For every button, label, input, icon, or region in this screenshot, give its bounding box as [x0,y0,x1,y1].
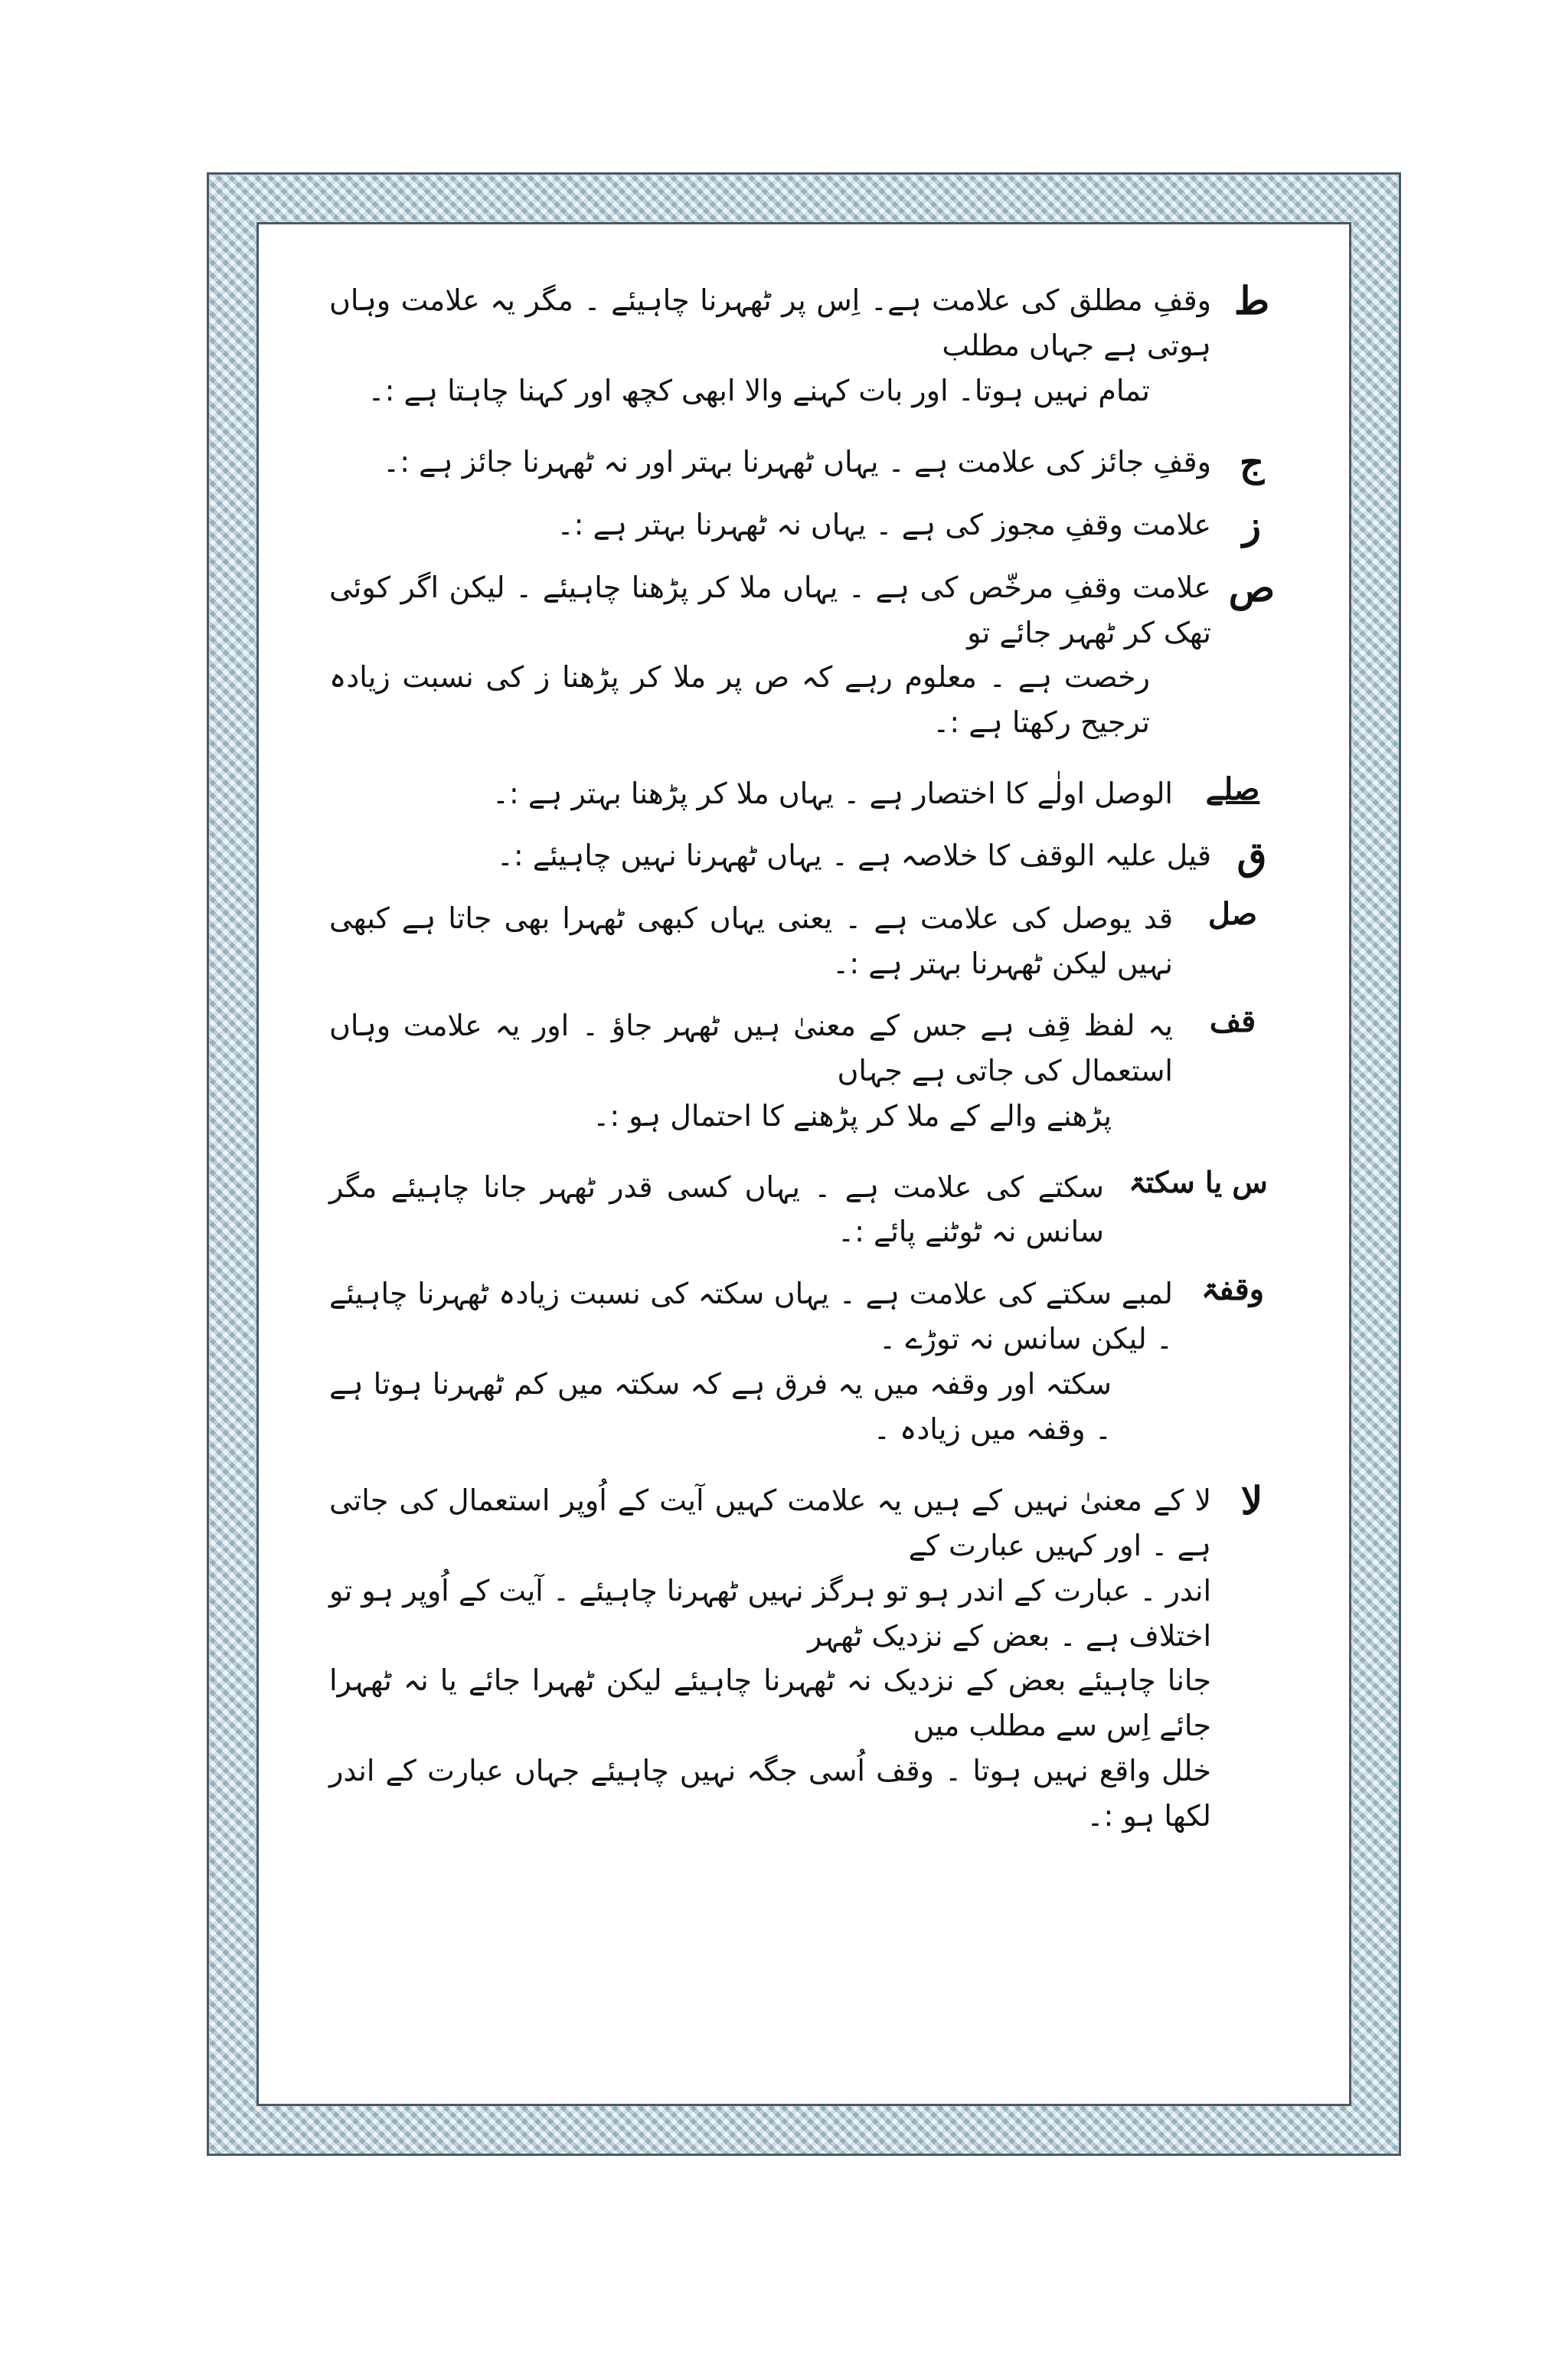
entry-symbol: ط [1233,278,1270,323]
entry-line: تمام نہیں ہوتا۔ اور بات کہنے والا ابھی کچھ اور کہنا چاہتا ہے :۔ [368,373,1150,407]
entry-line: علامت وقفِ مجوز کی ہے ۔ یہاں نہ ٹھہرنا بہتر ہے :۔ [557,507,1211,541]
entry-line: جانا چاہیئے بعض کے نزدیک نہ ٹھہرنا چاہیئے لیکن ٹھہرا جائے یا نہ ٹھہرا جائے اِس سے مطلب میں [329,1663,1211,1743]
entry-symbol: ق [1236,833,1267,879]
entry-symbol: لا [1240,1477,1263,1523]
entry-jeem [329,440,1279,486]
entry-line: وقفِ جائز کی علامت ہے ۔ یہاں ٹھہرنا بہتر اور نہ ٹھہرنا جائز ہے :۔ [382,444,1211,479]
entry-line: سکتہ اور وقفہ میں یہ فرق ہے کہ سکتہ میں کم ٹھہرنا ہوتا ہے ۔ وقفہ میں زیادہ ۔ [329,1367,1112,1447]
entry-laa [329,1478,1279,1839]
entry-line: قیل علیہ الوقف کا خلاصہ ہے ۔ یہاں ٹھہرنا نہیں چاہیئے :۔ [496,839,1211,873]
entry-taa [329,278,1279,414]
decorative-border-frame [207,172,1401,2156]
entry-saad [329,565,1279,746]
entry-qaaf [329,833,1279,879]
entry-sale [329,771,1279,816]
entry-symbol: س یا سکتۃ [1129,1164,1268,1199]
entry-symbol: ز [1242,502,1262,548]
entry-line: پڑھنے والے کے ملا کر پڑھنے کا احتمال ہو :۔ [593,1098,1112,1133]
waqf-signs-list [329,278,1279,2058]
entry-waqfah [329,1271,1279,1452]
entry-line: لا کے معنیٰ نہیں کے ہیں یہ علامت کہیں آیت کے اُوپر استعمال کی جاتی ہے ۔ اور کہیں عبارت کے [329,1483,1211,1562]
entry-symbol: قف [1209,1003,1256,1039]
entry-line: لمبے سکتے کی علامت ہے ۔ یہاں سکتہ کی نسبت زیادہ ٹھہرنا چاہیئے ۔ لیکن سانس نہ توڑے ۔ [329,1277,1173,1356]
entry-line: قد یوصل کی علامت ہے ۔ یعنی یہاں کبھی ٹھہرا بھی جاتا ہے کبھی نہیں لیکن ٹھہرنا بہتر ہے :۔ [329,901,1173,981]
entry-line: سکتے کی علامت ہے ۔ یہاں کسی قدر ٹھہر جانا چاہیئے مگر سانس نہ ٹوٹنے پائے :۔ [329,1169,1104,1249]
entry-symbol: صل [1207,896,1258,933]
entry-symbol: ج [1239,439,1265,485]
entry-symbol: وقفۃ [1200,1271,1265,1308]
entry-zaa [329,502,1279,548]
entry-saktah [329,1165,1279,1255]
entry-line: الوصل اولٰے کا اختصار ہے ۔ یہاں ملا کر پڑھنا بہتر ہے :۔ [492,777,1173,811]
entry-line: وقفِ مطلق کی علامت ہے۔ اِس پر ٹھہرنا چاہیئے ۔ مگر یہ علامت وہاں ہوتی ہے جہاں مطلب [329,283,1211,362]
entry-line: اندر ۔ عبارت کے اندر ہو تو ہرگز نہیں ٹھہرنا چاہیئے ۔ آیت کے اُوپر ہو تو اختلاف ہے ۔ بعض کے نزدیک ٹھہر [329,1573,1211,1653]
entry-line: یہ لفظ قِف ہے جس کے معنیٰ ہیں ٹھہر جاؤ ۔ اور یہ علامت وہاں استعمال کی جاتی ہے جہاں [329,1008,1173,1088]
entry-line: رخصت ہے ۔ معلوم رہے کہ ص پر ملا کر پڑھنا ز کی نسبت زیادہ ترجیح رکھتا ہے :۔ [329,660,1150,740]
entry-symbol: صلے [1205,771,1260,808]
entry-sal [329,896,1279,986]
text-panel [256,222,1351,2106]
entry-line: خلل واقع نہیں ہوتا ۔ وقف اُسی جگہ نہیں چاہیئے جہاں عبارت کے اندر لکھا ہو :۔ [329,1754,1211,1833]
entry-qif [329,1003,1279,1139]
entry-line: علامت وقفِ مرخّص کی ہے ۔ یہاں ملا کر پڑھنا چاہیئے ۔ لیکن اگر کوئی تھک کر ٹھہر جائے تو [329,570,1211,649]
entry-symbol: ص [1228,564,1276,610]
